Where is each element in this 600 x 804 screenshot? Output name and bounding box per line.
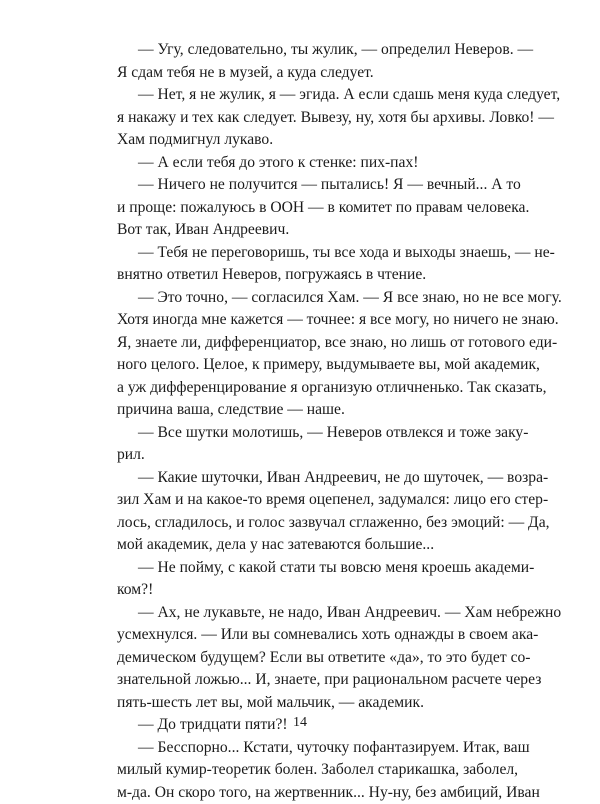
text-line: — Все шутки молотишь, — Неверов отвлекся и тоже заку- xyxy=(117,422,515,445)
text-line: — Угу, следовательно, ты жулик, — определил Неверов. — xyxy=(117,39,515,62)
page-number: 14 xyxy=(0,714,600,732)
text-line: м-да. Он скоро того, на жертвенник... Ну-ну, без амбиций, Иван xyxy=(117,782,515,804)
text-line: Вот так, Иван Андреевич. xyxy=(117,219,515,242)
text-line: знательной ложью... И, знаете, при рациональном расчете через xyxy=(117,669,515,692)
text-line: и проще: пожалуюсь в ООН — в комитет по правам человека. xyxy=(117,197,515,220)
text-line: внятно ответил Неверов, погружаясь в чтение. xyxy=(117,264,515,287)
text-line: — Бесспорно... Кстати, чуточку пофантазируем. Итак, ваш xyxy=(117,737,515,760)
text-line: пять-шесть лет вы, мой мальчик, — академик. xyxy=(117,692,515,715)
text-line: лось, сгладилось, и голос зазвучал сглаженно, без эмоций: — Да, xyxy=(117,512,515,535)
text-line: — Ах, не лукавьте, не надо, Иван Андреевич. — Хам небрежно xyxy=(117,602,515,625)
text-line: усмехнулся. — Или вы сомневались хоть однажды в своем ака- xyxy=(117,624,515,647)
text-line: Хам подмигнул лукаво. xyxy=(117,129,515,152)
text-line: Хотя иногда мне кажется — точнее: я все могу, но ничего не знаю. xyxy=(117,309,515,332)
text-line: — До тридцати пяти?! xyxy=(117,714,515,737)
text-line: — А если тебя до этого к стенке: пих-пах! xyxy=(117,152,515,175)
text-line: милый кумир-теоретик болен. Заболел старикашка, заболел, xyxy=(117,759,515,782)
text-line: — Тебя не переговоришь, ты все хода и выходы знаешь, — не- xyxy=(117,242,515,265)
text-line: Я, знаете ли, дифференциатор, все знаю, но лишь от готового еди- xyxy=(117,332,515,355)
text-line: ного целого. Целое, к примеру, выдумываете вы, мой академик, xyxy=(117,354,515,377)
body-text xyxy=(117,39,515,804)
text-line: — Это точно, — согласился Хам. — Я все знаю, но не все могу. xyxy=(117,287,515,310)
text-line: зил Хам и на какое-то время оцепенел, задумался: лицо его стер- xyxy=(117,489,515,512)
text-line: — Не пойму, с какой стати ты вовсю меня кроешь академи- xyxy=(117,557,515,580)
text-line: я накажу и тех как следует. Вывезу, ну, хотя бы архивы. Ловко! — xyxy=(117,107,515,130)
text-line: причина ваша, следствие — наше. xyxy=(117,399,515,422)
text-line: — Нет, я не жулик, я — эгида. А если сдашь меня куда следует, xyxy=(117,84,515,107)
text-line: ком?! xyxy=(117,579,515,602)
text-line: демическом будущем? Если вы ответите «да», то это будет со- xyxy=(117,647,515,670)
text-line: — Какие шуточки, Иван Андреевич, не до шуточек, — возра- xyxy=(117,467,515,490)
text-line: — Ничего не получится — пытались! Я — вечный... А то xyxy=(117,174,515,197)
text-line: мой академик, дела у нас затеваются большие... xyxy=(117,534,515,557)
text-line: а уж дифференцирование я организую отличненько. Так сказать, xyxy=(117,377,515,400)
text-line: рил. xyxy=(117,444,515,467)
text-line: Я сдам тебя не в музей, а куда следует. xyxy=(117,62,515,85)
